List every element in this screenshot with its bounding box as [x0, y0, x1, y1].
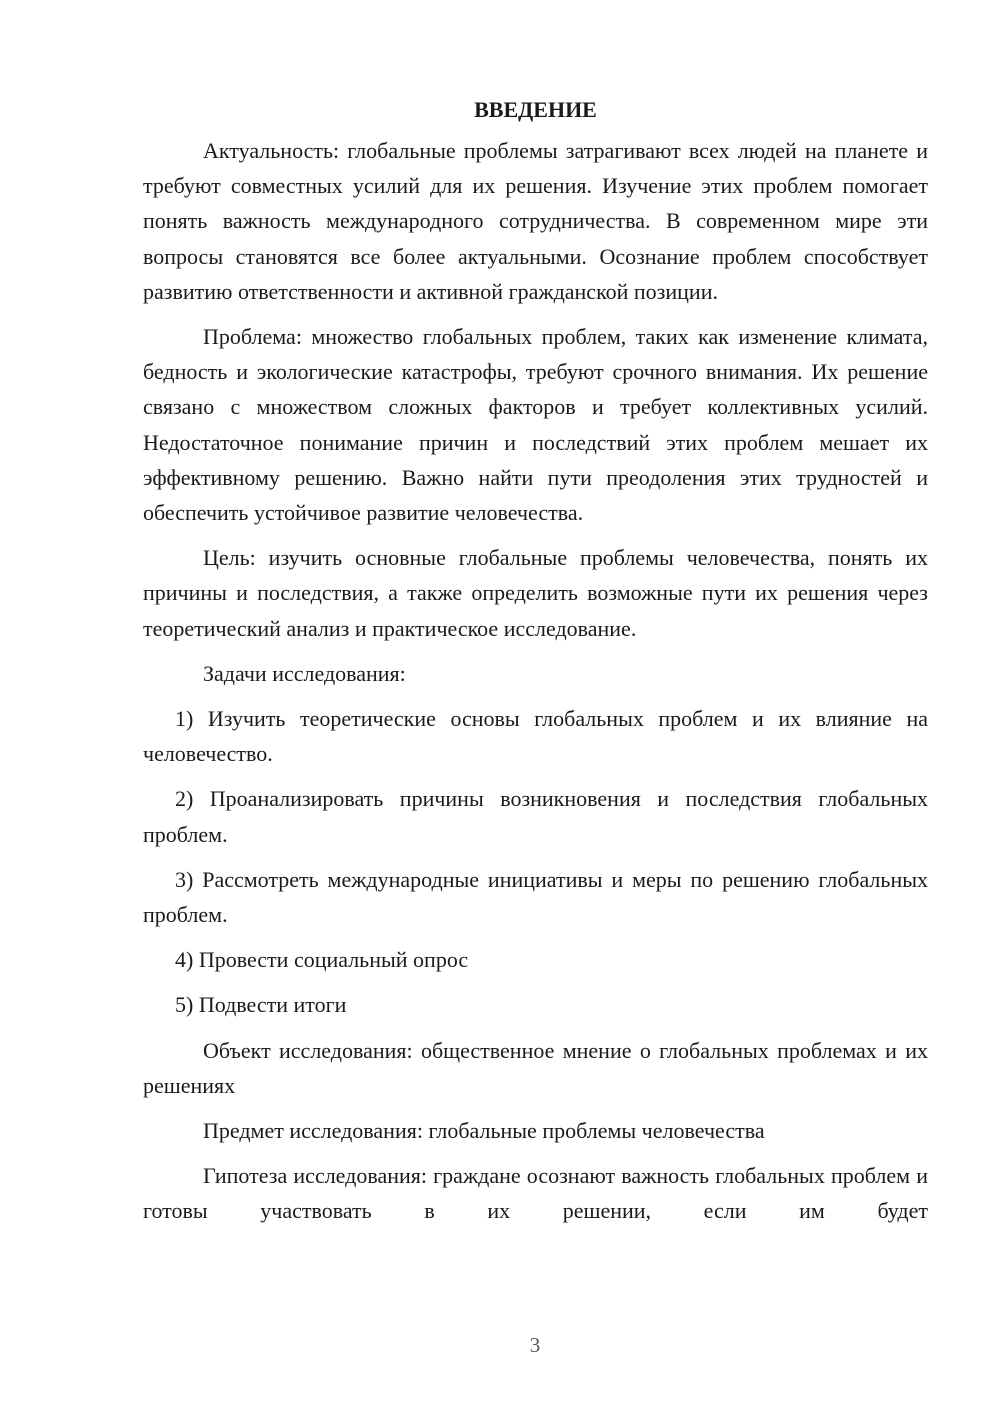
page-number: 3 [529, 1333, 541, 1357]
task-item-2: 2) Проанализировать причины возникновения и последствия глобальных проблем. [143, 786, 928, 847]
paragraph-hypothesis: Гипотеза исследования: граждане осознают важность глобальных проблем и готовы участвовать в их решении, если им будет [143, 1163, 928, 1224]
paragraph-problem: Проблема: множество глобальных проблем, таких как изменение климата, бедность и экологические катастрофы, требуют срочного внимания. Их решение связано с множеством сложных факторов и требует коллективных усилий. Недостаточное понимание причин и последствий этих проблем мешает их эффективному решению. Важно найти пути преодоления этих трудностей и обеспечить устойчивое развитие человечества. [143, 324, 928, 526]
paragraph-subject: Предмет исследования: глобальные проблемы человечества [203, 1118, 765, 1144]
task-item-5: 5) Подвести итоги [175, 992, 347, 1018]
paragraph-relevance: Актуальность: глобальные проблемы затрагивают всех людей на планете и требуют совместных усилий для их решения. Изучение этих проблем помогает понять важность международного сотрудничества. В современном мире эти вопросы становятся все более актуальными. Осознание проблем способствует развитию ответственности и активной гражданской позиции. [143, 138, 928, 304]
section-heading: ВВЕДЕНИЕ [474, 97, 597, 122]
task-item-4: 4) Провести социальный опрос [175, 947, 469, 973]
task-item-1: 1) Изучить теоретические основы глобальных проблем и их влияние на человечество. [143, 706, 928, 767]
paragraph-goal: Цель: изучить основные глобальные проблемы человечества, понять их причины и последствия, а также определить возможные пути их решения через теоретический анализ и практическое исследование. [143, 545, 928, 641]
paragraph-object: Объект исследования: общественное мнение о глобальных проблемах и их решениях [143, 1037, 928, 1098]
tasks-heading: Задачи исследования: [203, 660, 406, 686]
task-item-3: 3) Рассмотреть международные инициативы и меры по решению глобальных проблем. [143, 866, 928, 928]
page-content [143, 95, 928, 1229]
